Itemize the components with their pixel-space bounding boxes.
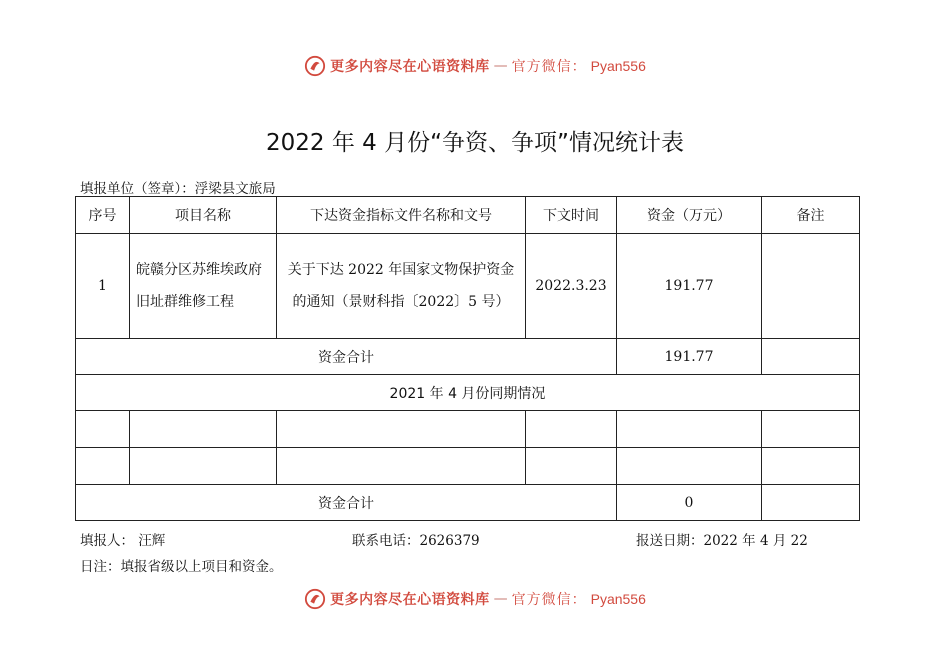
logo-mark-icon <box>304 55 326 77</box>
empty-cell <box>130 448 277 485</box>
empty-cell <box>76 411 130 448</box>
total-amount: 191.77 <box>617 339 762 375</box>
table-row <box>76 411 860 448</box>
watermark-text: 更多内容尽在心语资料库 <box>330 59 490 75</box>
header-project: 项目名称 <box>130 197 277 234</box>
empty-cell <box>762 448 860 485</box>
section-title: 2021 年 4 月份同期情况 <box>76 375 860 411</box>
footer-phone: 联系电话：2626379 <box>352 533 480 549</box>
watermark-contact: 官方微信： <box>511 59 587 75</box>
logo-mark-icon <box>304 588 326 610</box>
row-document: 关于下达 2022 年国家文物保护资金的通知（景财科指〔2022〕5 号） <box>277 234 526 339</box>
empty-cell <box>277 448 526 485</box>
prior-total-row <box>76 485 860 521</box>
reporting-unit: 填报单位（签章）：浮梁县文旅局 <box>80 181 276 197</box>
prior-total-remark <box>762 485 860 521</box>
watermark-text: 更多内容尽在心语资料库 <box>330 592 490 608</box>
row-remark <box>762 234 860 339</box>
watermark-handle: Pyan556 <box>590 58 646 74</box>
empty-cell <box>526 448 617 485</box>
document-title: 2022 年 4 月份“争资、争项”情况统计表 <box>266 130 684 156</box>
total-row <box>76 339 860 375</box>
table-row <box>76 234 860 339</box>
prior-total-amount: 0 <box>617 485 762 521</box>
empty-cell <box>617 411 762 448</box>
table-header-row <box>76 197 860 234</box>
prior-total-label: 资金合计 <box>76 485 617 521</box>
empty-cell <box>277 411 526 448</box>
row-amount: 191.77 <box>617 234 762 339</box>
watermark-bottom <box>0 587 950 611</box>
footer-person: 填报人： 汪辉 <box>80 533 166 549</box>
total-label: 资金合计 <box>76 339 617 375</box>
watermark-top <box>0 54 950 78</box>
watermark-separator: — <box>493 58 508 74</box>
footnote: 日注：填报省级以上项目和资金。 <box>80 559 283 575</box>
header-date: 下文时间 <box>526 197 617 234</box>
section-row <box>76 375 860 411</box>
empty-cell <box>76 448 130 485</box>
row-date: 2022.3.23 <box>526 234 617 339</box>
row-project: 皖赣分区苏维埃政府旧址群维修工程 <box>130 234 277 339</box>
row-index: 1 <box>76 234 130 339</box>
watermark-contact: 官方微信： <box>511 592 587 608</box>
header-remark: 备注 <box>762 197 860 234</box>
header-amount: 资金（万元） <box>617 197 762 234</box>
empty-cell <box>526 411 617 448</box>
empty-cell <box>617 448 762 485</box>
footer-date: 报送日期：2022 年 4 月 22 <box>636 533 808 549</box>
watermark-handle: Pyan556 <box>590 591 646 607</box>
header-index: 序号 <box>76 197 130 234</box>
empty-cell <box>130 411 277 448</box>
total-remark <box>762 339 860 375</box>
header-document: 下达资金指标文件名称和文号 <box>277 197 526 234</box>
empty-cell <box>762 411 860 448</box>
statistics-table <box>75 196 860 521</box>
table-row <box>76 448 860 485</box>
watermark-separator: — <box>493 591 508 607</box>
